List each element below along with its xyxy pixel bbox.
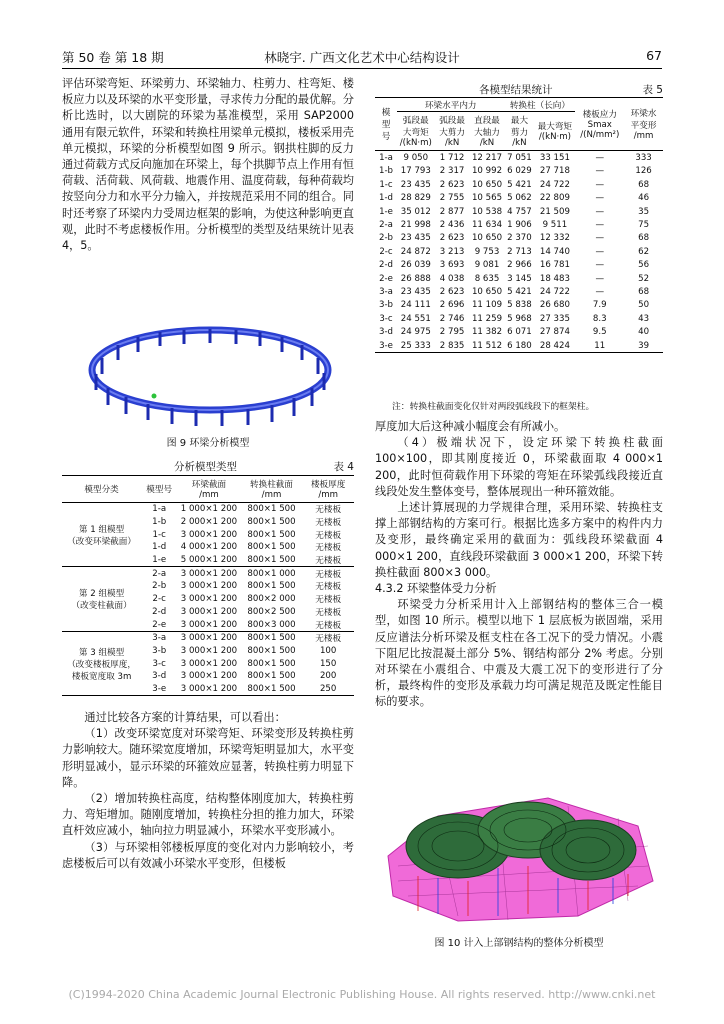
- table4-header: 转换柱截面 /mm: [250, 480, 293, 500]
- table-cell: 12 217: [471, 153, 503, 164]
- table-cell: 14 740: [539, 246, 570, 257]
- table-cell: 5 838: [507, 300, 532, 311]
- figure10-caption: 图 10 计入上部钢结构的整体分析模型: [434, 938, 604, 949]
- paragraph: （1）改变环梁宽度对环梁弯矩、环梁变形及转换柱剪力影响较大。随环梁宽度增加，环梁弯矩明显加大，水平变形明显减小，显示环梁的环箍效应显著，转换柱剪力明显下降。: [62, 727, 354, 789]
- table-cell: —: [595, 153, 605, 164]
- table-cell: 8.3: [592, 313, 607, 324]
- table-cell: 50: [638, 300, 650, 311]
- table4: [62, 475, 354, 696]
- integrated-model-figure: [378, 786, 660, 928]
- table-cell: 3 000×1 200: [180, 658, 238, 669]
- table-cell: 3 693: [439, 260, 465, 271]
- table-cell: 24 722: [539, 179, 570, 190]
- table-cell: 2-a: [141, 567, 177, 580]
- table-cell: 4 757: [507, 206, 532, 217]
- table5-group-header: 转换柱（长向）: [504, 98, 575, 112]
- table-cell: 56: [638, 260, 650, 271]
- table-cell: 3 213: [439, 246, 465, 257]
- table-cell: 10 650: [471, 179, 503, 190]
- table-cell: 3-d: [152, 671, 167, 682]
- table-row: [375, 299, 663, 312]
- table-cell: 1-d: [152, 542, 167, 553]
- table-cell: 21 998: [400, 220, 431, 231]
- issue-label: 第 50 卷 第 18 期: [62, 50, 164, 65]
- table-cell: 23 435: [400, 233, 431, 244]
- table-cell: 1-d: [378, 193, 394, 204]
- table-cell: 1 000×1 200: [180, 504, 238, 515]
- table-cell: 3-a: [379, 286, 393, 297]
- table-cell: 3-c: [152, 658, 166, 669]
- table-cell: 2-e: [152, 619, 167, 630]
- table-row: [62, 631, 354, 644]
- table-row: [375, 285, 663, 298]
- table-cell: 3 000×1 200: [180, 594, 238, 605]
- table-cell: 22 809: [539, 193, 570, 204]
- table4-header: 模型号: [146, 485, 173, 495]
- table-cell: 2-c: [152, 594, 166, 605]
- table5-header: 直段最 大轴力 /kN: [470, 112, 505, 151]
- table-cell: 24 975: [400, 327, 431, 338]
- table-cell: 9 511: [542, 220, 568, 231]
- table-cell: 333: [635, 153, 652, 164]
- table-cell: 4 000×1 200: [180, 542, 238, 553]
- table-cell: —: [595, 233, 605, 244]
- table4-group-name: 第 1 组模型 （改变环梁截面）: [67, 524, 136, 547]
- table-cell: 无楼板: [315, 607, 342, 618]
- table-cell: —: [595, 286, 605, 297]
- paragraph: （2）增加转换柱高度，结构整体刚度加大，转换柱剪力、弯矩增加。随刚度增加，转换柱分担的推力加大，环梁直杆效应减小，轴向拉力明显减小，环梁水平变形减小。: [62, 792, 354, 838]
- table-cell: 3-c: [379, 313, 393, 324]
- table-cell: 5 421: [507, 286, 532, 297]
- table-cell: 24 111: [400, 300, 431, 311]
- table-cell: 9 050: [403, 153, 429, 164]
- table-cell: 5 421: [507, 179, 532, 190]
- table-cell: 25 333: [400, 340, 431, 351]
- table-cell: 800×1 500: [247, 671, 296, 682]
- ring-beam-model-figure: [62, 318, 358, 428]
- table-cell: 52: [638, 273, 650, 284]
- table-cell: 1-c: [152, 529, 166, 540]
- table-cell: 3-b: [378, 300, 394, 311]
- table-cell: 3 000×1 200: [180, 581, 238, 592]
- table-cell: 2 000×1 200: [180, 517, 238, 528]
- table-cell: 33 151: [539, 153, 570, 164]
- table-cell: 无楼板: [302, 567, 354, 580]
- table-cell: 800×1 500: [247, 658, 296, 669]
- table5-label: 表 5: [642, 84, 663, 96]
- paragraph: 环梁受力分析采用计入上部钢结构的整体三合一模型，如图 10 所示。模型以地下 1 层底板为嵌固端，采用反应谱法分析环梁及框支柱在各工况下的受力情况。小震下阻尼比按混凝土部分 5%、钢结构部分 2% 考虑。分别对环梁在小震组合、中震及大震工况下的变形进行了分析，最终构件的变形及承载力均可满足规范及既定性能目标的要求。: [375, 598, 663, 709]
- right-column-text: [375, 419, 663, 711]
- left-column-top: [62, 76, 354, 254]
- table-cell: 3-d: [378, 327, 394, 338]
- table4-header: 模型分类: [84, 485, 119, 495]
- table-cell: 8 635: [474, 273, 500, 284]
- table-cell: 800×1 500: [247, 529, 296, 540]
- table-cell: 2-b: [378, 233, 394, 244]
- table-cell: 3-e: [379, 340, 393, 351]
- table-cell: 无楼板: [315, 530, 342, 541]
- table4-header: 环梁截面 /mm: [191, 480, 227, 500]
- table-cell: 2 966: [507, 260, 532, 271]
- table-cell: 39: [638, 340, 650, 351]
- table-cell: 3 000×1 200: [180, 619, 238, 630]
- table-cell: 1-b: [152, 517, 167, 528]
- table-cell: —: [595, 273, 605, 284]
- table-row: [62, 567, 354, 580]
- table5-header: 弧段最 大弯矩 /(kN·m): [397, 112, 435, 151]
- table-cell: 200: [319, 671, 337, 682]
- table-cell: 46: [638, 193, 650, 204]
- table5-group-header: 环梁水平内力: [397, 98, 504, 112]
- table-cell: 无楼板: [302, 631, 354, 644]
- table-cell: 4 038: [439, 273, 465, 284]
- table-cell: 21 509: [539, 206, 570, 217]
- table-cell: 800×1 000: [241, 567, 303, 580]
- table-cell: 2 317: [439, 166, 465, 177]
- table-cell: 1-a: [152, 504, 167, 515]
- table-cell: 43: [638, 313, 650, 324]
- table-cell: 3 145: [507, 273, 532, 284]
- table-cell: 17 793: [400, 166, 431, 177]
- table-cell: 24 872: [400, 246, 431, 257]
- table-cell: 6 029: [507, 166, 532, 177]
- table-cell: 800×1 500: [247, 517, 296, 528]
- table-cell: 3-a: [141, 631, 177, 644]
- table-cell: 5 000×1 200: [180, 555, 238, 566]
- table-row: [375, 165, 663, 178]
- table-cell: 150: [319, 658, 337, 669]
- table-cell: 无楼板: [315, 620, 342, 631]
- table-cell: 2 623: [439, 233, 465, 244]
- table-cell: 26 680: [539, 300, 570, 311]
- table-cell: 2 436: [439, 220, 465, 231]
- table-cell: —: [595, 166, 605, 177]
- table-cell: 9.5: [592, 327, 607, 338]
- table5-header: 环梁水 平变形 /mm: [624, 98, 663, 151]
- table-cell: 18 483: [539, 273, 570, 284]
- table-cell: 6 071: [507, 327, 532, 338]
- paragraph: 上述计算展现的力学规律合理，采用环梁、转换柱支撑上部钢结构的方案可行。根据比选多方案中的构件内力及变形，最终确定采用的截面为：弧线段环梁截面 4 000×1 200，直线段环梁截面 3 000×1 200，环梁下转换柱截面 800×3 000。: [375, 501, 663, 579]
- table5-header: 最大弯矩 /(kN·m): [534, 112, 575, 151]
- table-cell: 1 712: [439, 153, 465, 164]
- section-heading: 4.3.2 环梁整体受力分析: [375, 582, 497, 596]
- table-cell: 12 332: [539, 233, 570, 244]
- table-cell: 2-e: [379, 273, 393, 284]
- table-cell: 无楼板: [315, 543, 342, 554]
- table-cell: 2 623: [439, 286, 465, 297]
- table-cell: 2 623: [439, 179, 465, 190]
- table-cell: 35 012: [400, 206, 431, 217]
- paragraph: 厚度加大后这种减小幅度会有所减小。: [375, 420, 566, 433]
- table-cell: 1-e: [379, 206, 393, 217]
- table4-label: 表 4: [333, 461, 354, 473]
- table5-header: 楼板应力 Smax /(N/mm²): [575, 98, 624, 151]
- table4-group-name: 第 2 组模型 （改变柱截面）: [62, 567, 141, 631]
- table-cell: 2 755: [439, 193, 465, 204]
- table-cell: 2-c: [379, 246, 393, 257]
- table-row: [375, 232, 663, 245]
- table-cell: 23 435: [400, 179, 431, 190]
- table-cell: 1-b: [378, 166, 394, 177]
- table-cell: 35: [638, 206, 650, 217]
- table5-header: 弧段最 大剪力 /kN: [435, 112, 470, 151]
- table-cell: 无楼板: [315, 505, 342, 516]
- table-row: [375, 272, 663, 285]
- table-cell: 100: [319, 645, 337, 656]
- table-cell: 10 650: [471, 233, 503, 244]
- table-cell: 3 000×1 200: [177, 631, 240, 644]
- table-cell: 23 435: [400, 286, 431, 297]
- table-row: [62, 503, 354, 516]
- table-cell: 6 180: [507, 340, 532, 351]
- table-cell: 1-c: [379, 179, 393, 190]
- table-cell: 3 000×1 200: [180, 645, 238, 656]
- table-cell: 2-a: [379, 220, 393, 231]
- table5-note: 注：转换柱截面变化仅针对两段弧线段下的框架柱。: [392, 402, 595, 412]
- table-cell: 3 000×1 200: [180, 606, 238, 617]
- table-cell: 11: [594, 340, 606, 351]
- table-cell: 1 906: [507, 220, 532, 231]
- table-cell: —: [595, 179, 605, 190]
- table-cell: 2 713: [507, 246, 532, 257]
- table-cell: 2-d: [152, 606, 167, 617]
- table-row: [375, 325, 663, 338]
- table-cell: 10 538: [471, 206, 503, 217]
- table-row: [375, 178, 663, 191]
- table-row: [375, 151, 663, 165]
- table-cell: 9 081: [474, 260, 500, 271]
- table-row: [375, 312, 663, 325]
- table-cell: 2 746: [439, 313, 465, 324]
- table-cell: —: [595, 193, 605, 204]
- table-cell: 10 992: [471, 166, 503, 177]
- table-cell: —: [595, 246, 605, 257]
- table-cell: 3 000×1 200: [180, 529, 238, 540]
- table-cell: 5 968: [507, 313, 532, 324]
- table-cell: 3 000×1 200: [180, 683, 238, 694]
- table-cell: 24 551: [400, 313, 431, 324]
- table-cell: 11 634: [471, 220, 503, 231]
- table-cell: 68: [638, 286, 650, 297]
- table5-header: 最大 剪力 /kN: [504, 112, 534, 151]
- table-cell: 2 877: [439, 206, 465, 217]
- table-cell: 9 753: [474, 246, 500, 257]
- table-cell: 10 565: [471, 193, 503, 204]
- table-cell: 800×1 500: [241, 631, 303, 644]
- table-cell: 800×1 500: [247, 555, 296, 566]
- table-cell: 无楼板: [315, 595, 342, 606]
- table-cell: 250: [319, 683, 337, 694]
- table-cell: 10 650: [471, 286, 503, 297]
- table-cell: 7.9: [592, 300, 607, 311]
- table-cell: 800×1 500: [247, 504, 296, 515]
- table4-title: 分析模型类型: [174, 461, 237, 473]
- table-cell: 68: [638, 233, 650, 244]
- paragraph: 评估环梁弯矩、环梁剪力、环梁轴力、柱剪力、柱弯矩、楼板应力以及环梁的水平变形量，寻求传力分配的最优解。分析比选时，以大剧院的环梁为基准模型，采用 SAP2000 通用有限元软件，环梁和转换柱用梁单元模拟，楼板采用壳单元模拟，环梁的分析模型如图 9 所示。钢拱柱脚的反力通过荷载方式反向施加在环梁上，每个拱脚节点上作用有恒荷载、活荷载、风荷载、地震作用、温度荷载，每种荷载均按竖向分力和水平分力输入，并按规范采用不同的组合。同时还考察了环梁内力受周边框架的影响，为使这种影响更直观，此时不考虑楼板作用。分析模型的类型及结果统计见表 4，5。: [62, 77, 354, 253]
- table-cell: 无楼板: [315, 556, 342, 567]
- table-cell: —: [595, 220, 605, 231]
- table-cell: 800×1 500: [247, 581, 296, 592]
- copyright-footer: (C)1994-2020 China Academic Journal Electronic Publishing House. All rights reserved. http://www.cnki.net: [68, 988, 656, 1001]
- table4-group-name: 第 3 组模型 （改变楼板厚度， 楼板宽度取 3m: [62, 631, 141, 695]
- table-cell: 800×2 000: [247, 594, 296, 605]
- table-cell: 27 874: [539, 327, 570, 338]
- table-cell: —: [595, 260, 605, 271]
- table-cell: 11 512: [471, 340, 503, 351]
- table-cell: 2 696: [439, 300, 465, 311]
- table-row: [375, 192, 663, 205]
- table-cell: 1-a: [379, 153, 393, 164]
- table-cell: 800×2 500: [247, 606, 296, 617]
- table-cell: 28 424: [539, 340, 570, 351]
- table-cell: 27 718: [539, 166, 570, 177]
- table-cell: 800×1 500: [247, 683, 296, 694]
- paragraph: （3）与环梁相邻楼板厚度的变化对内力影响较小，考虑楼板后可以有效减小环梁水平变形，但楼板: [62, 840, 354, 870]
- table-cell: 68: [638, 179, 650, 190]
- table-cell: 11 109: [471, 300, 503, 311]
- table5-title: 各模型结果统计: [479, 84, 553, 96]
- table-cell: 3 000×1 200: [177, 567, 240, 580]
- table5-header: 模 型 号: [375, 98, 397, 151]
- table-row: [375, 205, 663, 218]
- table-cell: 无楼板: [315, 518, 342, 529]
- table-cell: 800×3 000: [247, 619, 296, 630]
- table-cell: 3-e: [152, 683, 167, 694]
- table-cell: 1-e: [152, 555, 167, 566]
- table-cell: 28 829: [400, 193, 431, 204]
- table-cell: 2 835: [439, 340, 465, 351]
- table4-header: 楼板厚度 /mm: [310, 480, 346, 500]
- table-cell: 无楼板: [315, 582, 342, 593]
- table-cell: 40: [638, 327, 650, 338]
- table-cell: 2-d: [378, 260, 394, 271]
- table-cell: 2 370: [507, 233, 532, 244]
- paragraph: （4）极端状况下，设定环梁下转换柱截面 100×100，即其刚度接近 0，环梁截面取 4 000×1 200，此时恒荷载作用下环梁的弯矩在环梁弧线段接近直线段处发生整体变号，整体展现出一种环箍效能。: [375, 436, 663, 498]
- table-cell: 3 000×1 200: [180, 671, 238, 682]
- table-cell: 7 051: [507, 153, 532, 164]
- table5: [375, 97, 663, 353]
- table-cell: —: [595, 206, 605, 217]
- figure9-caption: 图 9 环梁分析模型: [166, 438, 250, 449]
- table-cell: 16 781: [539, 260, 570, 271]
- table-row: [375, 218, 663, 231]
- table-cell: 5 062: [507, 193, 532, 204]
- table-cell: 2 795: [439, 327, 465, 338]
- table-cell: 800×1 500: [247, 645, 296, 656]
- table-cell: 126: [635, 166, 652, 177]
- page-number: 67: [646, 48, 662, 63]
- table-cell: 11 382: [471, 327, 503, 338]
- table-cell: 75: [638, 220, 650, 231]
- running-header: [62, 46, 662, 69]
- left-column-bottom: [62, 710, 354, 872]
- table-cell: 24 722: [539, 286, 570, 297]
- table-row: [375, 259, 663, 272]
- table-cell: 2-b: [152, 581, 167, 592]
- paragraph: 通过比较各方案的计算结果，可以看出：: [84, 711, 286, 724]
- table-cell: 800×1 500: [247, 542, 296, 553]
- running-title: 林晓宇. 广西文化艺术中心结构设计: [264, 50, 460, 65]
- table-row: [375, 245, 663, 258]
- table-cell: 27 335: [539, 313, 570, 324]
- table-cell: 62: [638, 246, 650, 257]
- table-cell: 11 259: [471, 313, 503, 324]
- table-row: [375, 339, 663, 353]
- table-cell: 26 039: [400, 260, 431, 271]
- table-cell: 3-b: [152, 645, 167, 656]
- table-cell: 26 888: [400, 273, 431, 284]
